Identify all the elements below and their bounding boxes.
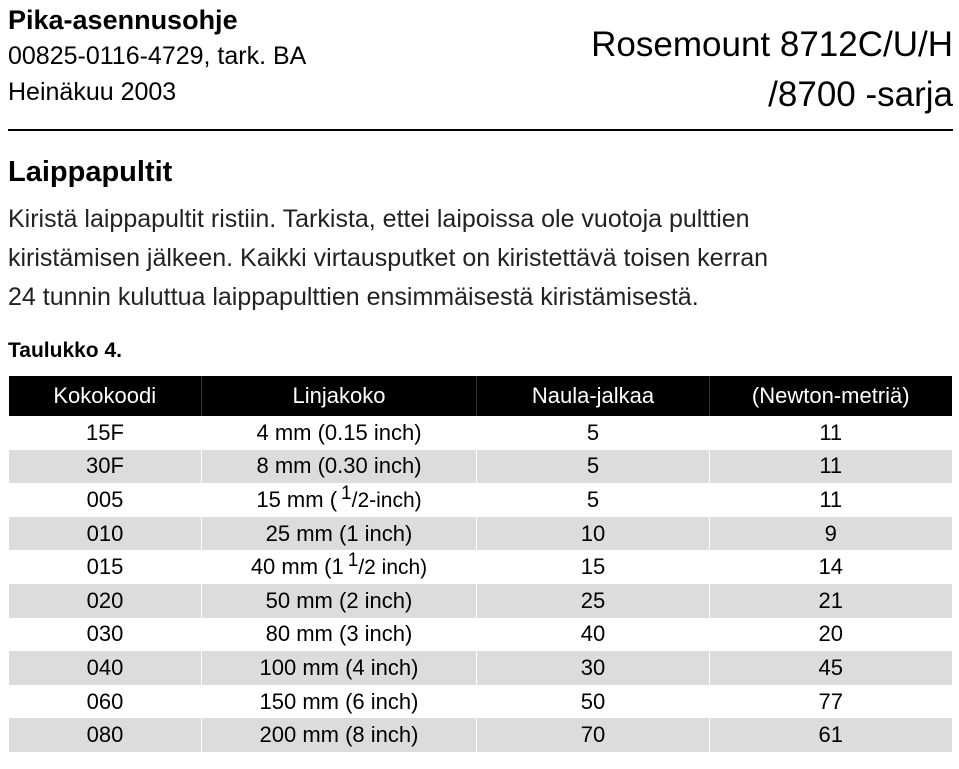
column-header-size-code: Kokokoodi	[9, 376, 202, 416]
cell-line-size: 4 mm (0.15 inch)	[202, 416, 477, 450]
paragraph-line: 24 tunnin kuluttua laippapulttien ensimmäisestä kiristämisestä.	[8, 283, 699, 311]
cell-size-code: 060	[9, 685, 202, 719]
table-row	[9, 450, 952, 484]
table-header-row	[9, 376, 952, 416]
cell-line-size	[202, 550, 477, 584]
table-row	[9, 685, 952, 719]
fraction-numerator: 1	[341, 482, 352, 504]
line-size-prefix: 15 mm (	[256, 486, 338, 512]
table-row	[9, 517, 952, 551]
cell-foot-pounds: 30	[477, 651, 710, 685]
cell-size-code: 005	[9, 483, 202, 517]
column-header-line-size: Linjakoko	[202, 376, 477, 416]
cell-foot-pounds: 5	[477, 450, 710, 484]
product-title	[591, 20, 953, 120]
cell-line-size: 25 mm (1 inch)	[202, 517, 477, 551]
table-row	[9, 618, 952, 652]
cell-size-code: 015	[9, 550, 202, 584]
document-date: Heinäkuu 2003	[8, 78, 177, 106]
cell-line-size: 150 mm (6 inch)	[202, 685, 477, 719]
cell-foot-pounds: 25	[477, 584, 710, 618]
cell-foot-pounds: 5	[477, 416, 710, 450]
cell-newton-meters: 11	[710, 483, 952, 517]
cell-line-size: 80 mm (3 inch)	[202, 618, 477, 652]
cell-line-size: 200 mm (8 inch)	[202, 718, 477, 752]
cell-size-code: 010	[9, 517, 202, 551]
cell-newton-meters: 11	[710, 416, 952, 450]
fraction-denominator: /2-inch)	[351, 488, 422, 512]
fraction-numerator: 1	[347, 550, 359, 572]
cell-line-size: 8 mm (0.30 inch)	[202, 450, 477, 484]
cell-newton-meters: 45	[710, 651, 952, 685]
paragraph-line: kiristämisen jälkeen. Kaikki virtausputket on kiristettävä toisen kerran	[8, 244, 769, 272]
cell-newton-meters: 9	[710, 517, 952, 551]
cell-size-code: 040	[9, 651, 202, 685]
product-title-line2: /8700 -sarja	[768, 75, 953, 114]
cell-foot-pounds: 40	[477, 618, 710, 652]
table-row	[9, 718, 952, 752]
cell-foot-pounds: 50	[477, 685, 710, 719]
cell-foot-pounds: 10	[477, 517, 710, 551]
cell-size-code: 080	[9, 718, 202, 752]
cell-newton-meters: 11	[710, 450, 952, 484]
fraction-denominator: /2 inch)	[358, 556, 428, 580]
table-row	[9, 483, 952, 517]
cell-line-size	[202, 483, 477, 517]
table-row	[9, 550, 952, 584]
cell-size-code: 30F	[9, 450, 202, 484]
table-caption: Taulukko 4.	[8, 339, 122, 362]
cell-newton-meters: 14	[710, 550, 952, 584]
table-row	[9, 651, 952, 685]
document-header	[8, 2, 306, 110]
header-divider	[8, 129, 953, 131]
cell-newton-meters: 20	[710, 618, 952, 652]
section-paragraph	[8, 200, 948, 317]
document-number: 00825-0116-4729, tark. BA	[8, 42, 307, 70]
column-header-newton-meters: (Newton-metriä)	[710, 376, 952, 416]
cell-newton-meters: 77	[710, 685, 952, 719]
cell-size-code: 15F	[9, 416, 202, 450]
cell-size-code: 030	[9, 618, 202, 652]
cell-foot-pounds: 15	[477, 550, 710, 584]
document-title: Pika-asennusohje	[8, 5, 238, 35]
line-size-prefix: 40 mm (1	[250, 554, 344, 580]
paragraph-line: Kiristä laippapultit ristiin. Tarkista, ettei laipoissa ole vuotoja pulttien	[8, 205, 750, 233]
cell-line-size: 100 mm (4 inch)	[202, 651, 477, 685]
section-heading: Laippapultit	[8, 156, 173, 188]
product-title-line1: Rosemount 8712C/U/H	[591, 25, 953, 64]
cell-line-size: 50 mm (2 inch)	[202, 584, 477, 618]
cell-foot-pounds: 5	[477, 483, 710, 517]
cell-newton-meters: 61	[710, 718, 952, 752]
cell-size-code: 020	[9, 584, 202, 618]
column-header-foot-pounds: Naula-jalkaa	[477, 376, 710, 416]
cell-foot-pounds: 70	[477, 718, 710, 752]
table-row	[9, 416, 952, 450]
bolt-torque-table	[8, 376, 952, 752]
cell-newton-meters: 21	[710, 584, 952, 618]
table-row	[9, 584, 952, 618]
